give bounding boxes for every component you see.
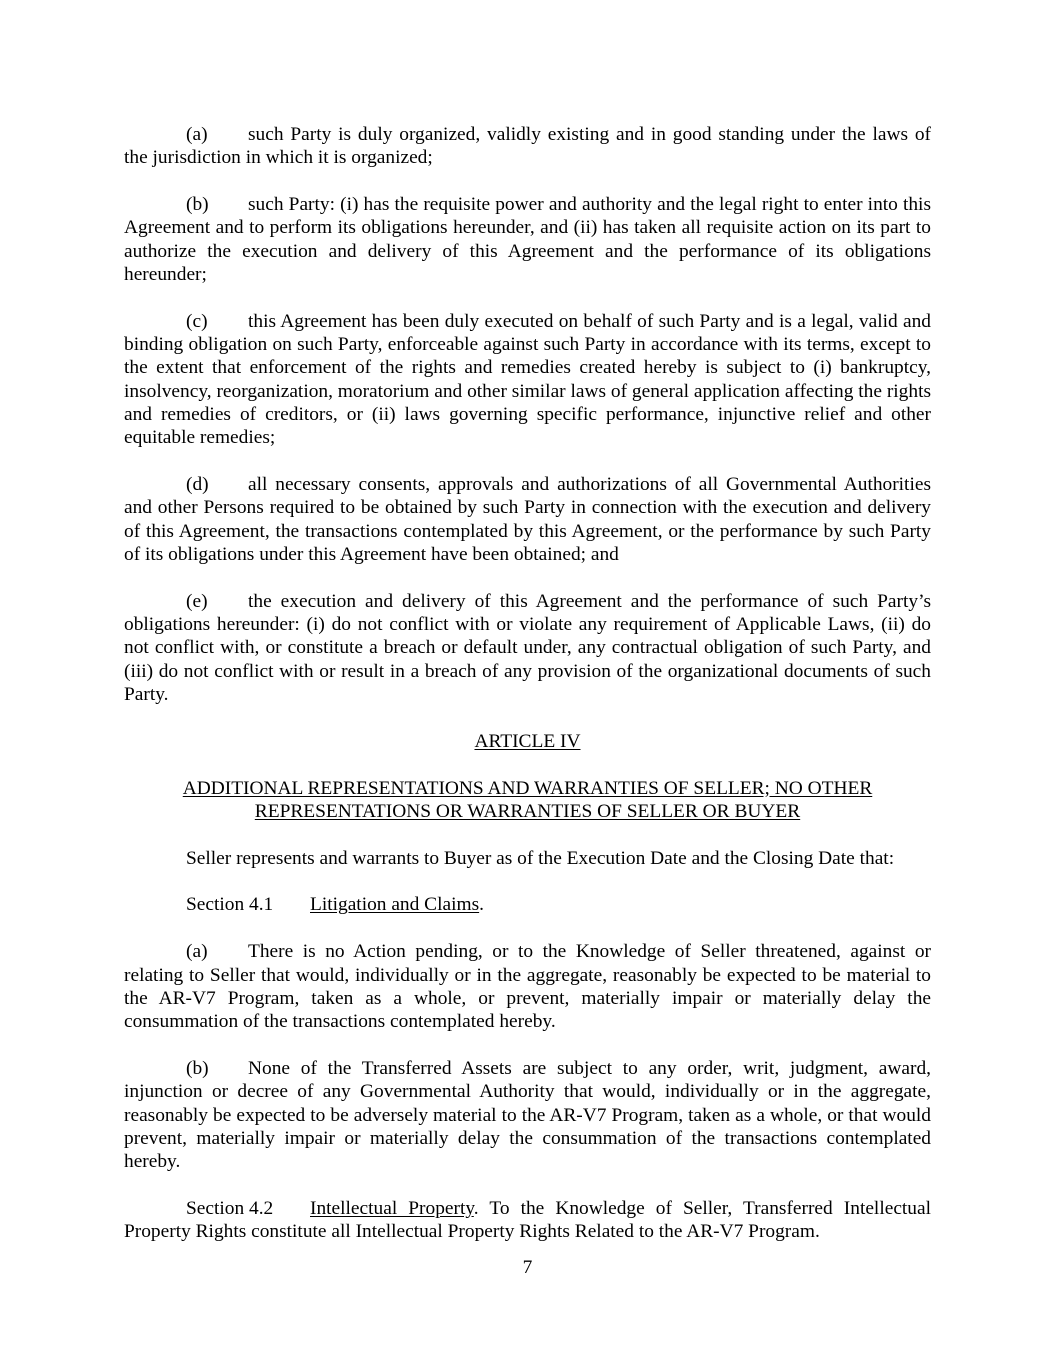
list-item-c [124,310,931,450]
list-label: (a) [186,124,208,145]
list-text: this Agreement has been duly executed on behalf of such Party and is a legal, valid and binding obligation on such Party, enforceable against such Party in accordance with its terms, except to the extent that enforcement of the rights and remedies created hereby is subject to (i) bankruptcy, insolvency, reorganization, moratorium and other similar laws of general application affecting the rights and remedies of creditors, or (ii) laws governing specific performance, injunctive relief and other equitable remedies; [124,310,931,449]
section-4-1-item-a [124,940,931,1033]
section-number: Section 4.2 [186,1197,274,1219]
page-number: 7 [522,1257,533,1278]
list-text: such Party: (i) has the requisite power and authority and the legal right to enter into this Agreement and to perform its obligations hereunder, and (ii) has taken all requisite action on its part to authorize the execution and delivery of this Agreement and the performance of its obligations hereunder; [124,194,931,285]
section-number: Section 4.1 [186,894,274,916]
section-title: Intellectual Property [310,1197,474,1219]
list-label: (c) [186,310,208,332]
section-text: . To the Knowledge of Seller, Transferred Intellectual Property Rights constitute all Intellectual Property Rights Related to the AR-V7 Program. [124,1197,931,1243]
section-4-1-item-b [124,1057,931,1173]
list-item-e [124,590,931,706]
article-title [124,730,931,753]
list-label: (a) [186,941,208,963]
section-4-1-heading [124,893,931,916]
article-heading-line2: REPRESENTATIONS OR WARRANTIES OF SELLER OR BUYER [254,800,801,822]
article-heading-line1: ADDITIONAL REPRESENTATIONS AND WARRANTIES OF SELLER; NO OTHER [182,777,873,799]
list-label: (b) [186,194,209,216]
list-item-a [124,123,931,170]
list-item-d [124,473,931,566]
list-text: None of the Transferred Assets are subject to any order, writ, judgment, award, injunction or decree of any Governmental Authority that would, individually or in the aggregate, reasonably be expected to be adversely material to the AR-V7 Program, taken as a whole, or that would prevent, materially impair or materially delay the consummation of the transactions contemplated hereby. [124,1057,931,1173]
section-title-punct: . [479,894,484,916]
section-title: Litigation and Claims [310,894,480,916]
list-text: the execution and delivery of this Agreement and the performance of such Party’s obligations hereunder: (i) do not conflict with or violate any requirement of Applicable Laws, (ii) do not conflict with, or constitute a breach or default under, any contractual obligation of such Party, and (iii) do not conflict with or result in a breach of any provision of the organizational documents of such Party. [124,590,931,705]
list-label: (d) [186,474,209,496]
list-label: (e) [186,590,208,612]
article-title-text: ARTICLE IV [474,730,581,752]
article-heading [146,777,909,824]
section-4-2 [124,1197,931,1244]
article-intro-text: Seller represents and warrants to Buyer as of the Execution Date and the Closing Date that: [186,847,895,869]
document-page [124,123,931,1243]
article-intro [124,847,931,870]
list-item-b [124,193,931,286]
list-label: (b) [186,1057,209,1079]
list-text: such Party is duly organized, validly existing and in good standing under the laws of the jurisdiction in which it is organized; [124,124,931,169]
list-text: all necessary consents, approvals and authorizations of all Governmental Authorities and other Persons required to be obtained by such Party in connection with the execution and delivery of this Agreement, the transactions contemplated by this Agreement, or the performance by such Party of its obligations under this Agreement have been obtained; and [124,474,931,565]
list-text: There is no Action pending, or to the Knowledge of Seller threatened, against or relating to Seller that would, individually or in the aggregate, reasonably be expected to be material to the AR-V7 Program, taken as a whole, or prevent, materially impair or materially delay the consummation of the transactions contemplated hereby. [124,941,931,1033]
